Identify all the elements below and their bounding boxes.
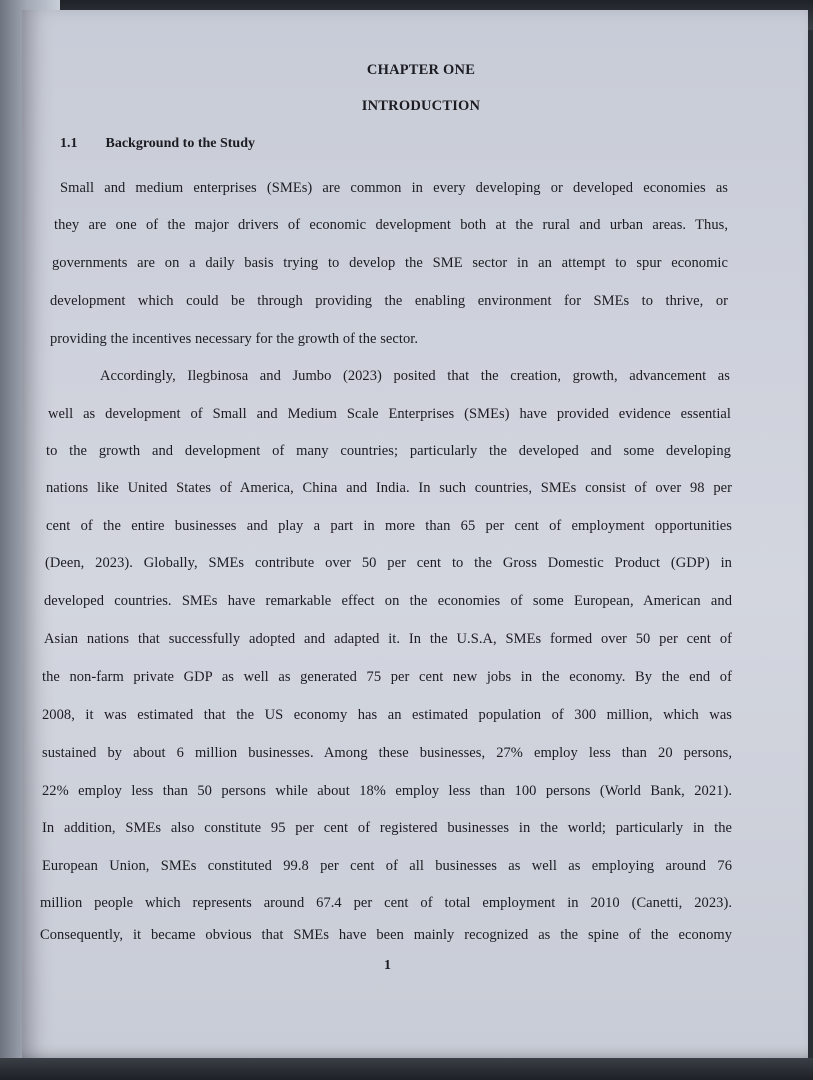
body-line: providing the incentives necessary for the growth of the sector. xyxy=(50,331,419,347)
body-line: 22% employ less than 50 persons while about 18% employ less than 100 persons (World Bank, 2021). xyxy=(42,783,732,799)
body-line: 2008, it was estimated that the US economy has an estimated population of 300 million, which was xyxy=(42,707,732,723)
body-line: In addition, SMEs also constitute 95 per cent of registered businesses in the world; particularly in the xyxy=(42,820,732,836)
body-line: Consequently, it became obvious that SMEs have been mainly recognized as the spine of the economy xyxy=(40,927,732,943)
section-number: 1.1 xyxy=(60,136,78,151)
chapter-subtitle: INTRODUCTION xyxy=(361,98,481,114)
body-line: the non-farm private GDP as well as generated 75 per cent new jobs in the economy. By the end of xyxy=(42,669,732,685)
chapter-title: CHAPTER ONE xyxy=(366,62,476,78)
body-line: million people which represents around 67.4 per cent of total employment in 2010 (Canetti, 2023). xyxy=(40,895,732,911)
body-line: well as development of Small and Medium Scale Enterprises (SMEs) have provided evidence essential xyxy=(48,406,731,422)
page-number: 1 xyxy=(384,958,391,973)
body-line: Accordingly, Ilegbinosa and Jumbo (2023) posited that the creation, growth, advancement as xyxy=(100,368,730,384)
body-line: European Union, SMEs constituted 99.8 per cent of all businesses as well as employing around 76 xyxy=(42,858,732,874)
body-line: nations like United States of America, China and India. In such countries, SMEs consist of over 98 per xyxy=(46,480,732,496)
book-bottom-edge xyxy=(0,1058,813,1080)
body-line: developed countries. SMEs have remarkable effect on the economies of some European, American and xyxy=(44,593,732,609)
body-line: to the growth and development of many countries; particularly the developed and some developing xyxy=(46,443,731,459)
document-page xyxy=(22,10,808,1060)
body-line: they are one of the major drivers of economic development both at the rural and urban areas. Thus, xyxy=(54,217,728,233)
body-line: governments are on a daily basis trying to develop the SME sector in an attempt to spur economic xyxy=(52,255,728,271)
section-title: Background to the Study xyxy=(105,136,256,151)
body-line: Small and medium enterprises (SMEs) are common in every developing or developed economies as xyxy=(60,180,728,196)
body-line: sustained by about 6 million businesses. Among these businesses, 27% employ less than 20 persons, xyxy=(42,745,732,761)
body-line: Asian nations that successfully adopted and adapted it. In the U.S.A, SMEs formed over 50 per cent of xyxy=(44,631,732,647)
section-heading xyxy=(60,136,255,152)
body-line: development which could be through providing the enabling environment for SMEs to thrive, or xyxy=(50,293,728,309)
body-line: (Deen, 2023). Globally, SMEs contribute over 50 per cent to the Gross Domestic Product (GDP) in xyxy=(45,555,732,571)
body-line: cent of the entire businesses and play a part in more than 65 per cent of employment opportunities xyxy=(46,518,732,534)
